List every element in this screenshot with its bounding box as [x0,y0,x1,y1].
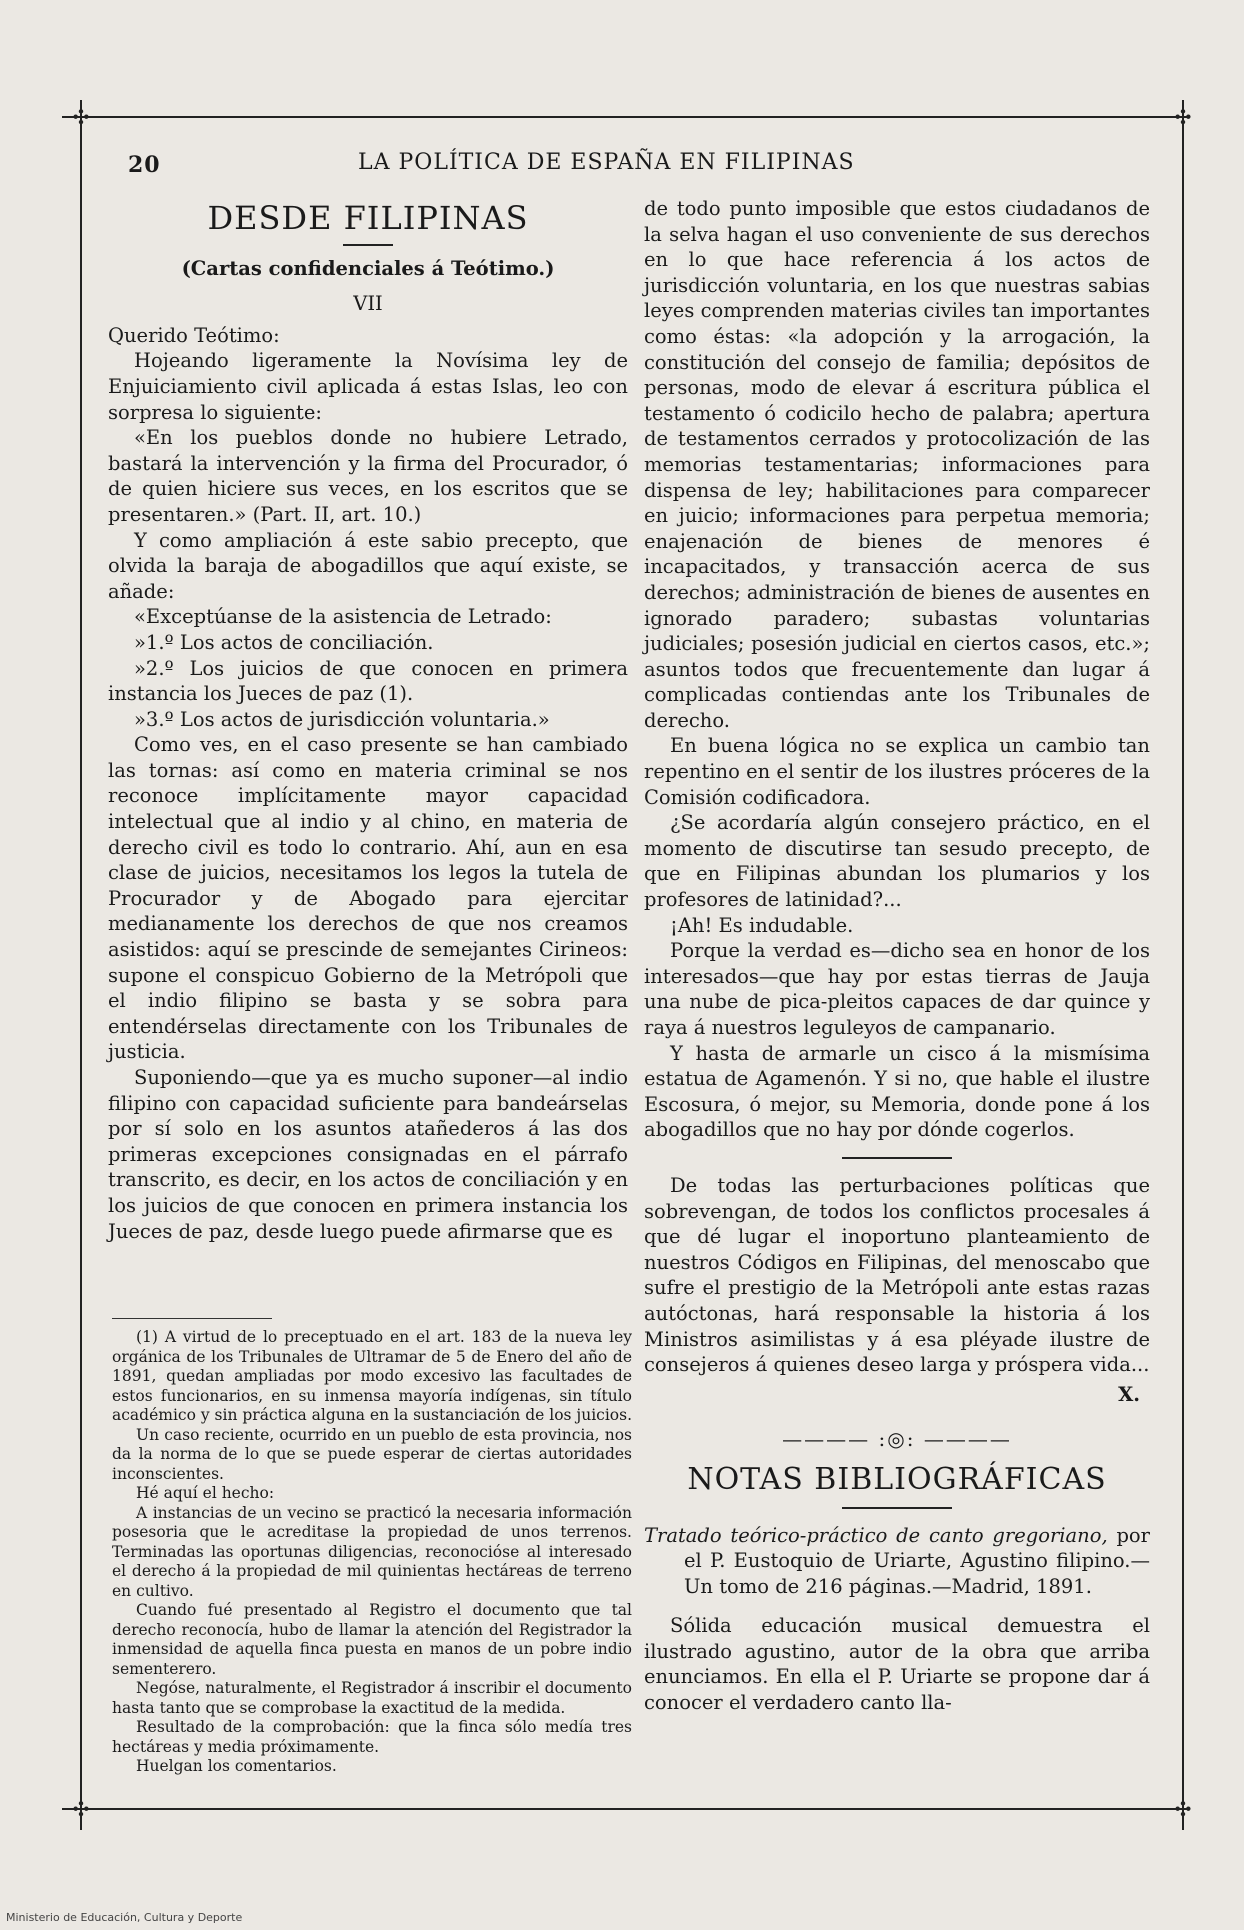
footnote: Hé aquí el hecho: [136,1484,275,1502]
paragraph: En buena lógica no se explica un cambio tan repentino en el sentir de los ilustres próceres de la Comisión codificadora. [644,734,1150,809]
paragraph: Suponiendo—que ya es mucho suponer—al indio filipino con capacidad suficiente para bandeárselas por sí solo en los asuntos atañederos á las dos primeras excepciones consignadas en el párrafo transcrito, es decir, en los actos de conciliación y en los juicios de que conocen en primera instancia los Jueces de paz, desde luego puede afirmarse que es [108,1066,628,1243]
section-title-rule [842,1507,952,1509]
article-title: DESDE FILIPINAS [207,199,529,237]
section-title: NOTAS BIBLIOGRÁFICAS [687,1461,1107,1497]
scan-credit: Ministerio de Educación, Cultura y Deporte [6,1911,243,1924]
paragraph: ¡Ah! Es indudable. [670,913,854,937]
footnote: Un caso reciente, ocurrido en un pueblo de esta provincia, nos da la norma de lo que se puede esperar de ciertas autoridades inconscientes. [112,1425,632,1483]
paragraph: Sólida educación musical demuestra el ilustrado agustino, autor de la obra que arriba enunciamos. En ella el P. Uriarte se propone dar á conocer el verdadero canto lla- [644,1614,1150,1715]
paragraph: Como ves, en el caso presente se han cambiado las tornas: así como en materia criminal se nos reconoce implícitamente mayor capacidad intelectual que al indio y al chino, en materia de derecho civil es todo lo contrario. Ahí, aun en esa clase de juicios, necesitamos los legos la tutela de Procurador y de Abogado para ejercitar medianamente los derechos de que nos creamos asistidos: aquí se prescinde de semejantes Cirineos: supone el conspicuo Gobierno de la Metrópoli que el indio filipino se basta y se sobra para entendérselas directamente con los Tribunales de justicia. [108,733,628,1064]
paragraph: ¿Se acordaría algún consejero práctico, en el momento de discutirse tan sesudo precepto, de que en Filipinas abundan los plumarios y los profesores de latinidad?... [644,811,1150,912]
footnote: Cuando fué presentado al Registro el documento que tal derecho reconocía, hubo de llamar la atención del Registrador la inmensidad de aquella finca puesta en manos de un pobre indio sementerero. [112,1601,632,1678]
footnote: Huelgan los comentarios. [136,1757,337,1775]
book-details: por el P. Eustoquio de Uriarte, Agustino filipino.—Un tomo de 216 páginas.—Madrid, 1891. [684,1523,1150,1598]
top-border [62,116,1190,118]
book-title: Tratado teórico-práctico de canto gregoriano, [644,1523,1108,1547]
footnote: Negóse, naturalmente, el Registrador á inscribir el documento hasta tanto que se comprobase la exactitud de la medida. [112,1679,632,1717]
footnote: (1) A virtud de lo preceptuado en el art. 183 de la nueva ley orgánica de los Tribunales de Ultramar de 5 de Enero del año de 1891, quedan ampliadas por modo excesivo las facultades de estos funcionarios, en su inmensa mayoría indígenas, sin título académico y sin práctica alguna en la sustanciación de los juicios. [112,1328,632,1424]
paragraph: «Exceptúanse de la asistencia de Letrado: [134,605,552,629]
left-border [80,100,82,1830]
corner-ornament-bl: ✣ [72,1797,90,1821]
ornament-divider: ———— :◎: ———— [782,1427,1012,1452]
salutation: Querido Teótimo: [108,323,280,347]
paragraph: Porque la verdad es—dicho sea en honor de los interesados—que hay por estas tierras de Jauja una nube de pica-pleitos capaces de dar quince y raya á nuestros leguleyos de campanario. [644,939,1150,1039]
footnote: A instancias de un vecino se practicó la necesaria información posesoria que le acreditase la propiedad de unos terrenos. Terminadas las oportunas diligencias, reconocióse al interesado el derecho á la propiedad de mil quinientas hectáreas de terreno en cultivo. [112,1503,632,1600]
paragraph: «En los pueblos donde no hubiere Letrado, bastará la intervención y la firma del Procurador, ó de quien hiciere sus veces, en los escritos que se presentaren.» (Part. II, art. 10.) [108,426,628,526]
corner-ornament-br: ✣ [1174,1797,1192,1821]
paragraph: »2.º Los juicios de que conocen en primera instancia los Jueces de paz (1). [108,656,628,706]
corner-ornament-tl: ✣ [72,105,90,129]
letter-number: VII [353,292,383,316]
footnote: Resultado de la comprobación: que la finca sólo medía tres hectáreas y media próximamente. [112,1718,632,1756]
right-border [1182,100,1184,1830]
title-rule [343,244,393,246]
bottom-border [62,1808,1190,1810]
right-column [644,196,1150,1716]
bibliography-entry [644,1523,1150,1600]
running-header [120,148,1130,182]
paragraph: »3.º Los actos de jurisdicción voluntaria.» [134,707,550,731]
page-number: 20 [128,152,161,178]
left-column [108,198,628,1244]
corner-ornament-tr: ✣ [1174,105,1192,129]
paragraph: Y como ampliación á este sabio precepto, que olvida la baraja de abogadillos que aquí existe, se añade: [108,528,628,603]
paragraph: Y hasta de armarle un cisco á la mismísima estatua de Agamenón. Y si no, que hable el ilustre Escosura, ó mejor, su Memoria, donde pone á los abogadillos que no hay por dónde cogerlos. [644,1041,1150,1142]
signature: X. [1118,1382,1140,1406]
article-subtitle: (Cartas confidenciales á Teótimo.) [181,256,555,280]
running-title: LA POLÍTICA DE ESPAÑA EN FILIPINAS [358,150,855,175]
footnote-rule [112,1318,272,1319]
paragraph: de todo punto imposible que estos ciudadanos de la selva hagan el uso conveniente de sus derechos en lo que hace referencia á los actos de jurisdicción voluntaria, en los que nuestras sabias leyes comprenden materias civiles tan importantes como éstas: «la adopción y la arrogación, la constitución del consejo de familia; depósitos de personas, modo de elevar á escritura pública el testamento ó codicilo hecho de palabra; apertura de testamentos cerrados y protocolización de las memorias testamentarias; informaciones para dispensa de ley; habilitaciones para comparecer en juicio; informaciones para perpetua memoria; enajenación de bienes de menores é incapacitados, y transacción acerca de sus derechos; administración de bienes de ausentes en ignorado paradero; subastas voluntarias judiciales; posesión judicial en ciertos casos, etc.»; asuntos todos que frecuentemente dan lugar á complicadas contiendas ante los Tribunales de derecho. [644,197,1150,732]
paragraph: Hojeando ligeramente la Novísima ley de Enjuiciamiento civil aplicada á estas Islas, leo con sorpresa lo siguiente: [108,349,628,424]
paragraph: »1.º Los actos de conciliación. [134,630,434,654]
paragraph: De todas las perturbaciones políticas que sobrevengan, de todos los conflictos procesales á que dé lugar el inoportuno planteamiento de nuestros Códigos en Filipinas, del menoscabo que sufre el prestigio de la Metrópoli ante estas razas autóctonas, hará responsable la historia á los Ministros asimilistas y á esa pléyade ilustre de consejeros á quienes deseo larga y próspera vida... [644,1173,1150,1377]
footnotes [112,1328,632,1777]
section-rule [842,1157,952,1159]
